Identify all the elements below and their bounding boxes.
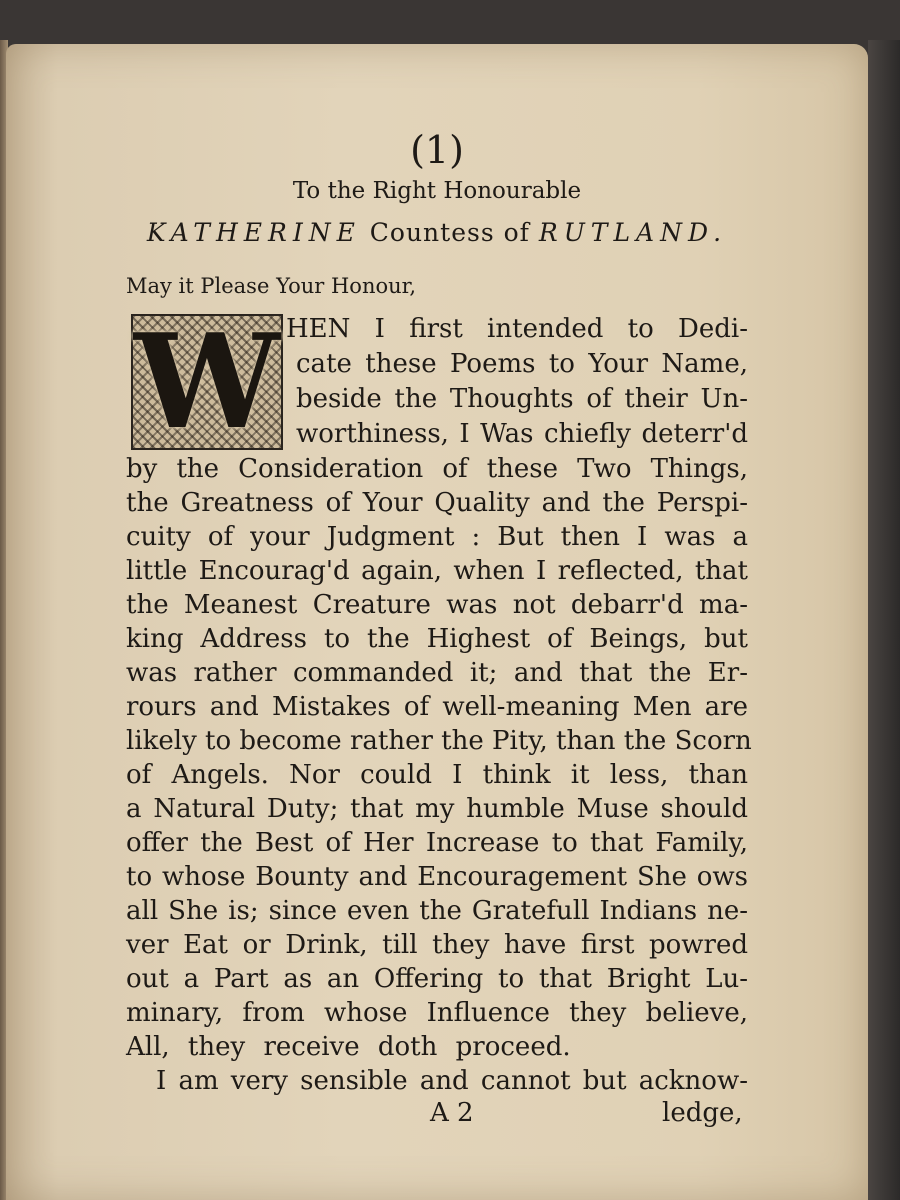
dedicatee-title: Countess of [369,218,530,247]
body-line: of Angels. Nor could I think it less, than [126,760,748,790]
body-line: cuity of your Judgment : But then I was a [126,522,748,552]
body-line: worthiness, I Was chiefly deterr'd [296,419,748,449]
body-line: to whose Bounty and Encouragement She ows [126,862,748,892]
body-line: rours and Mistakes of well-meaning Men are [126,692,748,722]
body-line: by the Consideration of these Two Things, [126,454,748,484]
body-line: king Address to the Highest of Beings, but [126,624,748,654]
dedicatee-name: KATHERINE [146,218,361,247]
dedicatee-place: RUTLAND. [538,218,728,247]
body-line: HEN I first intended to Dedi- [286,314,748,344]
body-line: ver Eat or Drink, till they have first powred [126,930,748,960]
body-line: likely to become rather the Pity, than the Scorn [126,726,752,756]
salutation: May it Please Your Honour, [126,274,417,298]
body-line: All, they receive doth proceed. [126,1032,571,1062]
body-line: beside the Thoughts of their Un- [296,384,748,414]
page-number: (1) [410,128,464,172]
body-line: the Greatness of Your Quality and the Perspi- [126,488,748,518]
body-line: minary, from whose Influence they believe, [126,998,748,1028]
body-line: cate these Poems to Your Name, [296,349,748,379]
signature-mark: A 2 [430,1098,474,1128]
body-line: out a Part as an Offering to that Bright Lu- [126,964,748,994]
decorated-initial [131,305,283,458]
body-line: the Meanest Creature was not debarr'd ma- [126,590,748,620]
body-line: all She is; since even the Gratefull Indians ne- [126,896,748,926]
body-line: offer the Best of Her Increase to that Family, [126,828,748,858]
body-line: little Encourag'd again, when I reflected, that [126,556,748,586]
body-line: was rather commanded it; and that the Er- [126,658,748,688]
drop-cap-letter: W [134,305,280,458]
background-right [868,40,900,1200]
body-line: a Natural Duty; that my humble Muse should [126,794,748,824]
catchword: ledge, [662,1098,743,1128]
dedicatee-line [6,218,868,247]
body-line: I am very sensible and cannot but acknow- [156,1066,748,1096]
dedication-heading: To the Right Honourable [292,178,582,204]
book-page [6,44,868,1200]
